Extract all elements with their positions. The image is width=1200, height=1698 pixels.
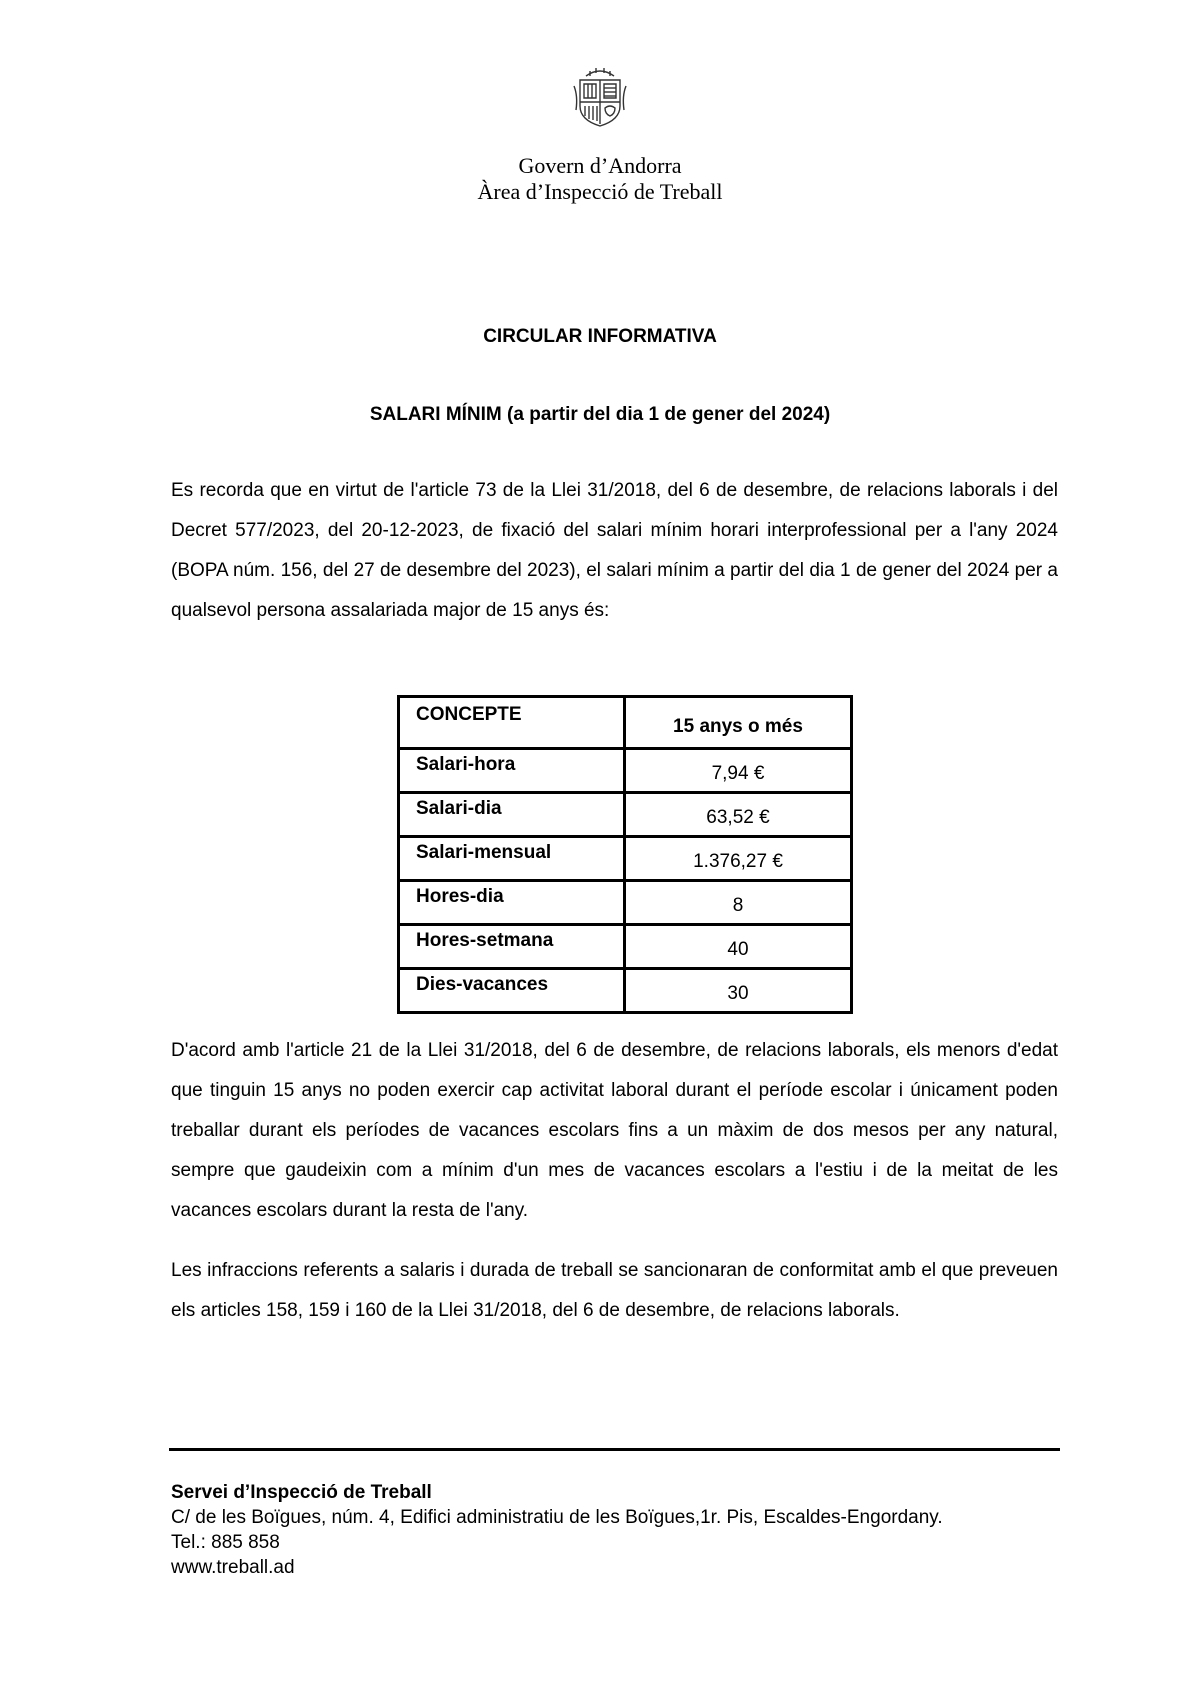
table-row xyxy=(399,925,852,969)
table-cell-value: 8 xyxy=(625,881,852,925)
table-header-concept: CONCEPTE xyxy=(399,697,625,749)
infractions-paragraph: Les infraccions referents a salaris i durada de treball se sancionaran de conformitat amb el que preveuen els articles 158, 159 i 160 de la Llei 31/2018, del 6 de desembre, de relacions laborals. xyxy=(171,1260,1058,1321)
table-cell-concept: Salari-dia xyxy=(399,793,625,837)
letterhead xyxy=(0,66,1200,205)
organization-department: Àrea d’Inspecció de Treball xyxy=(477,179,723,204)
table-cell-value: 30 xyxy=(625,969,852,1013)
table-cell-value: 7,94 € xyxy=(625,749,852,793)
table-header-row xyxy=(399,697,852,749)
coat-of-arms-icon xyxy=(572,66,628,128)
table-cell-value: 63,52 € xyxy=(625,793,852,837)
table-cell-value: 1.376,27 € xyxy=(625,837,852,881)
intro-paragraph: Es recorda que en virtut de l'article 73 de la Llei 31/2018, del 6 de desembre, de relacions laborals i del Decret 577/2023, del 20-12-2023, de fixació del salari mínim horari interprofessional per a l'any 2024 (BOPA núm. 156, del 27 de desembre del 2023), el salari mínim a partir del dia 1 de gener del 2024 per a qualsevol persona assalariada major de 15 anys és: xyxy=(171,480,1058,621)
table-row xyxy=(399,969,852,1013)
table-cell-concept: Hores-dia xyxy=(399,881,625,925)
document-subtitle: SALARI MÍNIM (a partir del dia 1 de gener del 2024) xyxy=(369,404,831,425)
footer-address: C/ de les Boïgues, núm. 4, Edifici administratiu de les Boïgues,1r. Pis, Escaldes-Engordany. xyxy=(171,1507,943,1528)
table-row xyxy=(399,881,852,925)
minors-paragraph: D'acord amb l'article 21 de la Llei 31/2018, del 6 de desembre, de relacions laborals, els menors d'edat que tinguin 15 anys no poden exercir cap activitat laboral durant el període escolar i únicament poden treballar durant els períodes de vacances escolars fins a un màxim de dos mesos per any natural, sempre que gaudeixin com a mínim d'un mes de vacances escolars a l'estiu i de la meitat de les vacances escolars durant la resta de l'any. xyxy=(171,1040,1058,1221)
table-cell-value: 40 xyxy=(625,925,852,969)
footer-divider xyxy=(169,1448,1060,1451)
footer-website-link[interactable]: www.treball.ad xyxy=(171,1557,295,1578)
footer xyxy=(171,1480,943,1580)
table-row xyxy=(399,749,852,793)
table-cell-concept: Salari-hora xyxy=(399,749,625,793)
table-cell-concept: Dies-vacances xyxy=(399,969,625,1013)
table-header-age-group: 15 anys o més xyxy=(625,697,852,749)
table-cell-concept: Salari-mensual xyxy=(399,837,625,881)
minimum-wage-table xyxy=(397,695,853,1014)
table-cell-concept: Hores-setmana xyxy=(399,925,625,969)
footer-service-name: Servei d’Inspecció de Treball xyxy=(171,1482,432,1503)
footer-phone: Tel.: 885 858 xyxy=(171,1532,280,1553)
organization-name: Govern d’Andorra xyxy=(518,153,682,178)
document-title: CIRCULAR INFORMATIVA xyxy=(483,326,717,347)
table-row xyxy=(399,837,852,881)
table-row xyxy=(399,793,852,837)
